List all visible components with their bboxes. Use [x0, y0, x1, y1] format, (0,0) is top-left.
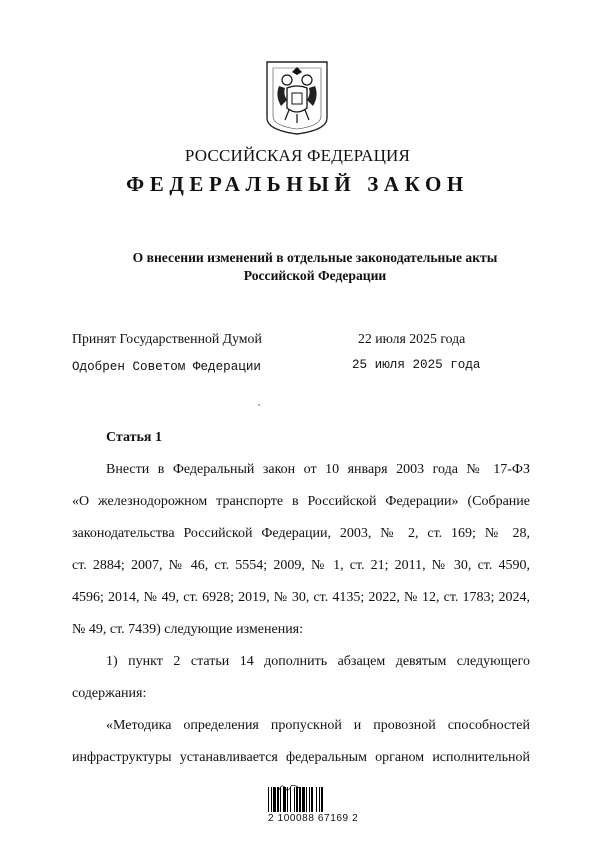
law-title-line-2: Российской Федерации: [243, 268, 387, 283]
barcode-icon: [268, 787, 340, 812]
duma-adoption-label: Принят Государственной Думой: [72, 331, 262, 346]
article-line: ст. 2884; 2007, № 46, ст. 5554; 2009, № 1, ст. 21; 2011, № 30, ст. 4590,: [72, 558, 530, 573]
article-line: 1) пункт 2 статьи 14 дополнить абзацем девятым следующего: [106, 654, 530, 669]
article-line: «Методика определения пропускной и провозной способностей: [106, 718, 530, 733]
article-line: Внести в Федеральный закон от 10 января 2003 года № 17-ФЗ: [106, 462, 530, 477]
article-line: 4596; 2014, № 49, ст. 6928; 2019, № 30, ст. 4135; 2022, № 12, ст. 1783; 2024,: [72, 590, 530, 605]
article-line: законодательства Российской Федерации, 2003, № 2, ст. 169; № 28,: [72, 526, 530, 541]
council-approval-date: 25 июля 2025 года: [352, 358, 481, 372]
law-title-line-1: О внесении изменений в отдельные законодательные акты: [132, 250, 498, 265]
document-type: ФЕДЕРАЛЬНЫЙ ЗАКОН: [126, 172, 469, 196]
barcode-number: 2 100088 67169 2: [268, 813, 359, 824]
scan-speck: [258, 404, 260, 406]
article-line: содержания:: [72, 686, 147, 701]
article-line: № 49, ст. 7439) следующие изменения:: [72, 622, 304, 637]
country-name: РОССИЙСКАЯ ФЕДЕРАЦИЯ: [184, 146, 411, 165]
article-heading: Статья 1: [106, 430, 162, 445]
council-approval-label: Одобрен Советом Федерации: [72, 360, 261, 374]
article-line: инфраструктуры устанавливается федеральным органом исполнительной: [72, 750, 530, 765]
duma-adoption-date: 22 июля 2025 года: [358, 331, 466, 346]
article-line: «О железнодорожном транспорте в Российской Федерации» (Собрание: [72, 494, 530, 509]
coat-of-arms-icon: [265, 60, 329, 136]
law-title: [100, 249, 530, 285]
